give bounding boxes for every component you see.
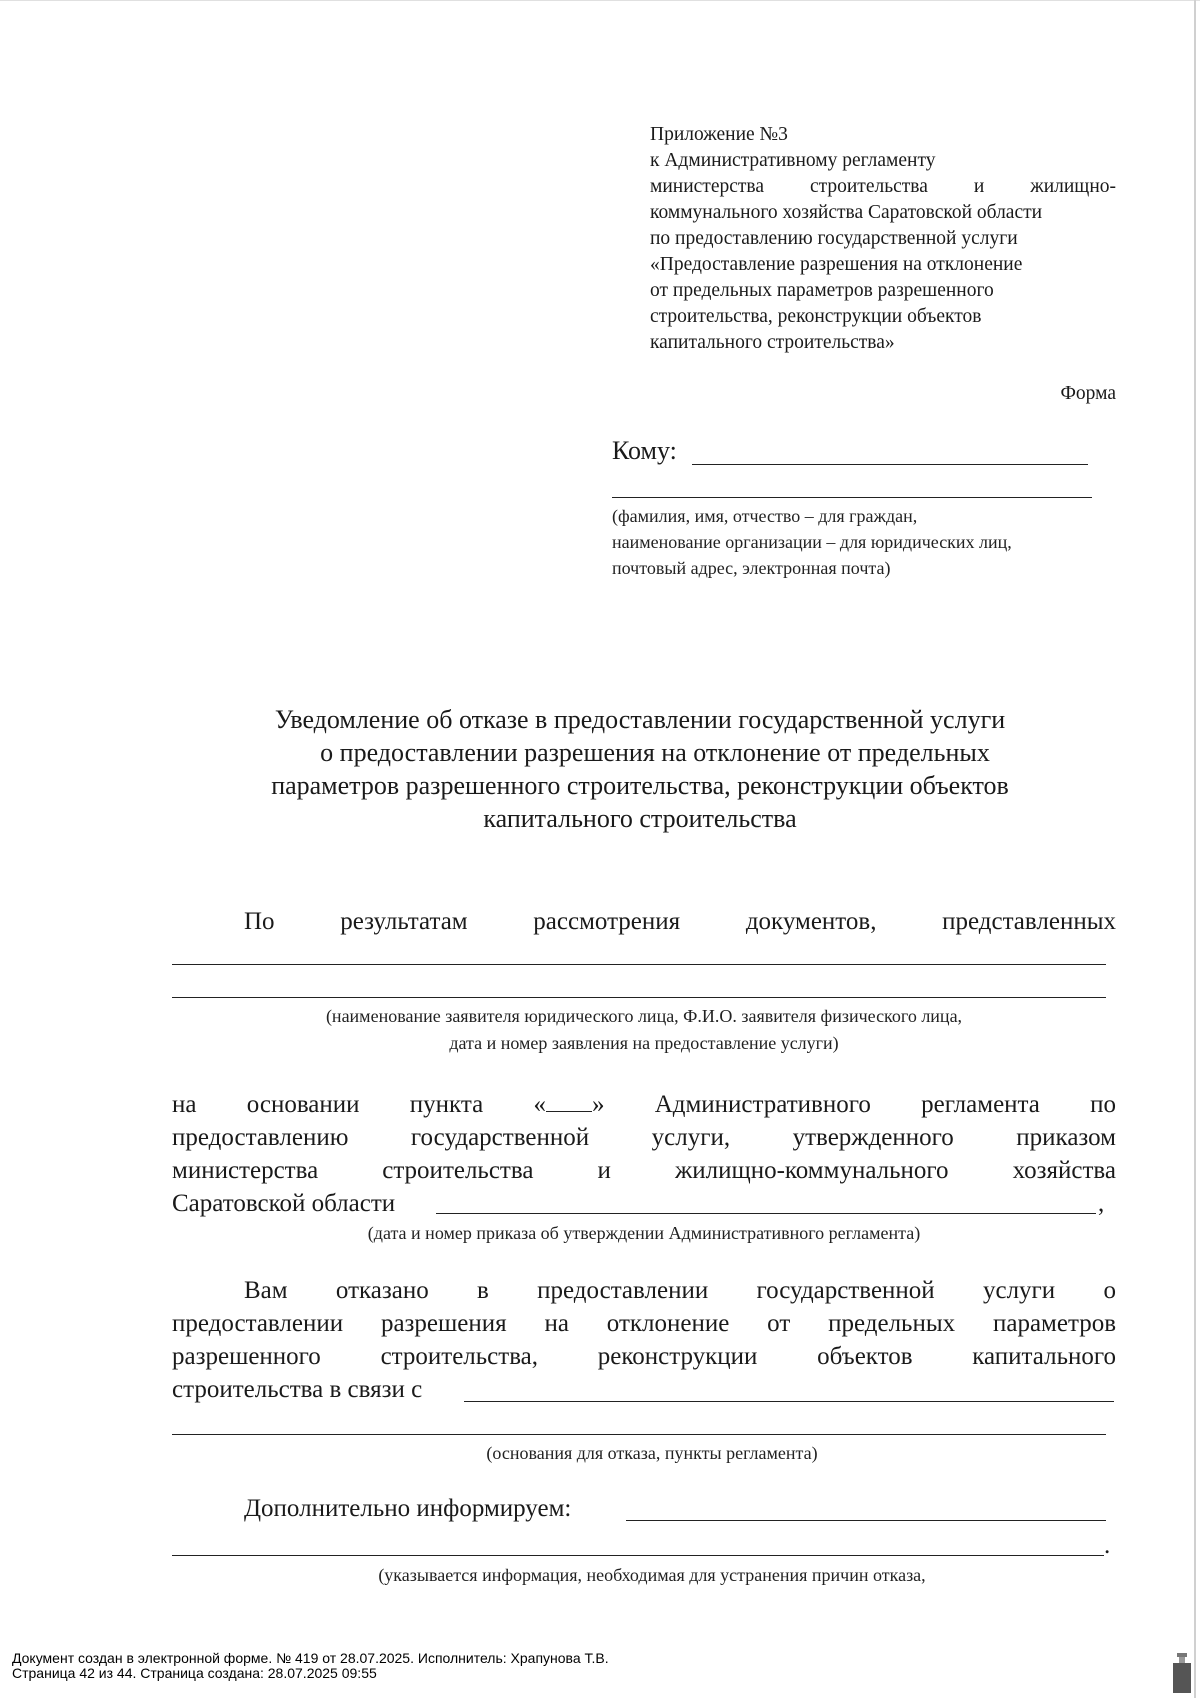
title-line: о предоставлении разрешения на отклонение от предельных xyxy=(320,738,990,767)
basis-line: Саратовской области xyxy=(172,1190,396,1217)
hint-line: (указывается информация, необходимая для устранения причин отказа, xyxy=(378,1565,926,1585)
additional-hint xyxy=(180,1562,1124,1589)
annex-line: коммунального хозяйства Саратовской области xyxy=(650,202,1043,223)
basis-paragraph xyxy=(172,1088,1116,1187)
annex-line: капитального строительства» xyxy=(650,332,895,353)
recipient-label: Кому: xyxy=(612,436,677,465)
applicant-hint xyxy=(172,1003,1116,1057)
annex-line: по предоставлению государственной услуги xyxy=(650,228,1018,249)
annex-line: министерства строительства и жилищно- xyxy=(650,176,1116,197)
quote-open: « xyxy=(533,1091,546,1118)
clause-blank[interactable] xyxy=(546,1091,592,1112)
applicant-blank-line[interactable] xyxy=(172,997,1106,998)
recipient-blank-line[interactable] xyxy=(612,497,1092,498)
refusal-line: Вам отказано в предоставлении государственной услуги о xyxy=(244,1277,1116,1304)
document-title xyxy=(160,703,1120,835)
basis-line-1 xyxy=(172,1088,1116,1121)
refusal-line: разрешенного строительства, реконструкции объектов капитального xyxy=(172,1343,1116,1370)
hint-line: (наименование заявителя юридического лица, Ф.И.О. заявителя физического лица, xyxy=(325,1006,963,1026)
recipient-blank-line[interactable] xyxy=(692,464,1088,465)
refusal-line: предоставлении разрешения на отклонение от предельных параметров xyxy=(172,1310,1116,1337)
basis-line: министерства строительства и жилищно-коммунального хозяйства xyxy=(172,1157,1116,1184)
electronic-document-footer xyxy=(12,1651,609,1681)
refusal-paragraph xyxy=(172,1274,1116,1373)
recipient-hint xyxy=(612,503,1132,581)
basis-word: пункта xyxy=(409,1091,484,1118)
basis-word: по xyxy=(1090,1091,1117,1118)
basis-word: основании xyxy=(246,1091,360,1118)
additional-period: . xyxy=(1104,1532,1111,1559)
form-label: Форма xyxy=(1060,383,1116,404)
annex-line: строительства, реконструкции объектов xyxy=(650,306,982,327)
hint-line: почтовый адрес, электронная почта) xyxy=(612,558,891,578)
review-line: По результатам рассмотрения документов, представленных xyxy=(244,908,1116,935)
annex-line: «Предоставление разрешения на отклонение xyxy=(650,254,1023,275)
title-line: капитального строительства xyxy=(483,804,797,833)
review-paragraph xyxy=(172,905,1116,938)
hint-line: (основания для отказа, пункты регламента) xyxy=(486,1443,818,1463)
refusal-line: строительства в связи с xyxy=(172,1376,423,1403)
hint-line: наименование организации – для юридических лиц, xyxy=(612,532,1012,552)
basis-comma: , xyxy=(1098,1190,1105,1217)
quote-close: » xyxy=(591,1091,605,1118)
footer-line: Страница 42 из 44. Страница создана: 28.07.2025 09:55 xyxy=(12,1665,377,1681)
order-hint xyxy=(172,1220,1116,1247)
basis-word: Административного xyxy=(654,1091,871,1118)
additional-blank-line[interactable] xyxy=(626,1520,1106,1521)
hint-line: дата и номер заявления на предоставление услуги) xyxy=(449,1033,839,1053)
basis-last-line xyxy=(172,1187,1116,1220)
annex-line: от предельных параметров разрешенного xyxy=(650,280,994,301)
annex-line: к Административному регламенту xyxy=(650,150,936,171)
annex-line: Приложение №3 xyxy=(650,124,788,145)
reason-hint xyxy=(180,1440,1124,1467)
reason-blank-line[interactable] xyxy=(172,1434,1106,1435)
footer-line: Документ создан в электронной форме. № 419 от 28.07.2025. Исполнитель: Храпунова Т.В. xyxy=(12,1650,609,1666)
annex-header xyxy=(650,122,1116,356)
additional-blank-line[interactable] xyxy=(172,1555,1104,1556)
document-stamp-icon xyxy=(1170,1653,1194,1695)
basis-word: регламента xyxy=(921,1091,1040,1118)
scan-top-edge xyxy=(0,0,1200,1)
hint-line: (дата и номер приказа об утверждении Административного регламента) xyxy=(367,1223,921,1243)
clause-number-field[interactable] xyxy=(533,1091,604,1118)
hint-line: (фамилия, имя, отчество – для граждан, xyxy=(612,506,918,526)
applicant-blank-line[interactable] xyxy=(172,964,1106,965)
title-line: параметров разрешенного строительства, реконструкции объектов xyxy=(271,771,1009,800)
additional-label: Дополнительно информируем: xyxy=(244,1495,572,1522)
scan-right-edge xyxy=(1194,0,1196,1698)
basis-line: предоставлению государственной услуги, утвержденного приказом xyxy=(172,1124,1116,1151)
title-line: Уведомление об отказе в предоставлении государственной услуги xyxy=(274,705,1006,734)
basis-word: на xyxy=(172,1091,197,1118)
order-blank-line[interactable] xyxy=(436,1213,1096,1214)
reason-blank-line[interactable] xyxy=(464,1401,1114,1402)
